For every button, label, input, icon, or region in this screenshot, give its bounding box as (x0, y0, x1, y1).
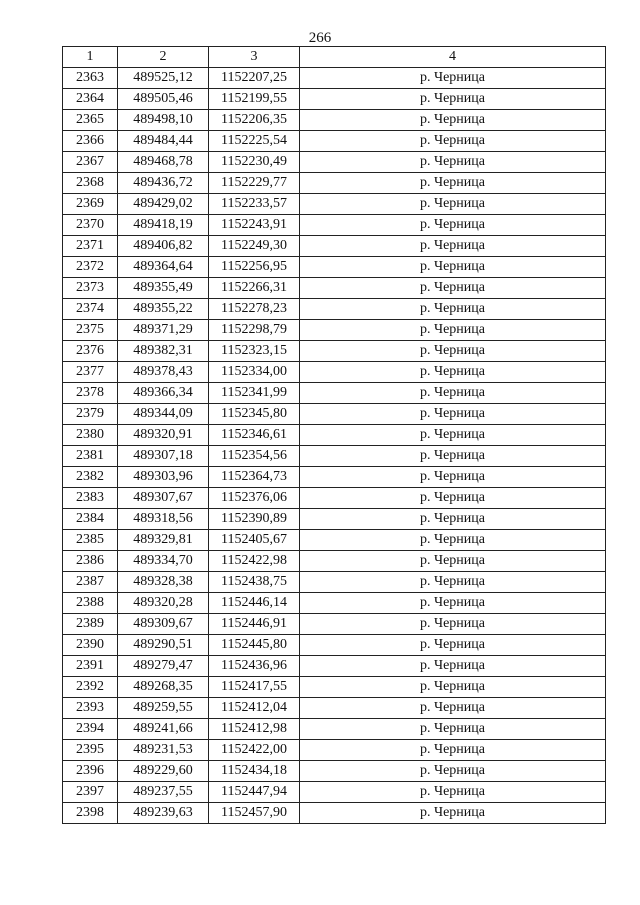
y-coordinate-cell: 1152438,75 (209, 572, 300, 593)
point-number-cell: 2369 (63, 194, 118, 215)
y-coordinate-cell: 1152446,14 (209, 593, 300, 614)
point-number-cell: 2396 (63, 761, 118, 782)
x-coordinate-cell: 489328,38 (118, 572, 209, 593)
point-number-cell: 2374 (63, 299, 118, 320)
point-number-cell: 2398 (63, 803, 118, 824)
description-cell: р. Черница (300, 467, 606, 488)
point-number-cell: 2364 (63, 89, 118, 110)
description-cell: р. Черница (300, 341, 606, 362)
description-cell: р. Черница (300, 761, 606, 782)
y-coordinate-cell: 1152364,73 (209, 467, 300, 488)
table-body (63, 68, 606, 824)
table-row (63, 383, 606, 404)
point-number-cell: 2370 (63, 215, 118, 236)
table-row (63, 467, 606, 488)
x-coordinate-cell: 489484,44 (118, 131, 209, 152)
description-cell: р. Черница (300, 698, 606, 719)
description-cell: р. Черница (300, 236, 606, 257)
y-coordinate-cell: 1152323,15 (209, 341, 300, 362)
table-row (63, 572, 606, 593)
x-coordinate-cell: 489334,70 (118, 551, 209, 572)
y-coordinate-cell: 1152298,79 (209, 320, 300, 341)
y-coordinate-cell: 1152390,89 (209, 509, 300, 530)
description-cell: р. Черница (300, 131, 606, 152)
description-cell: р. Черница (300, 719, 606, 740)
x-coordinate-cell: 489307,67 (118, 488, 209, 509)
x-coordinate-cell: 489268,35 (118, 677, 209, 698)
point-number-cell: 2363 (63, 68, 118, 89)
x-coordinate-cell: 489406,82 (118, 236, 209, 257)
point-number-cell: 2392 (63, 677, 118, 698)
x-coordinate-cell: 489355,49 (118, 278, 209, 299)
x-coordinate-cell: 489468,78 (118, 152, 209, 173)
table-row (63, 740, 606, 761)
description-cell: р. Черница (300, 614, 606, 635)
point-number-cell: 2390 (63, 635, 118, 656)
description-cell: р. Черница (300, 635, 606, 656)
point-number-cell: 2375 (63, 320, 118, 341)
table-row (63, 530, 606, 551)
point-number-cell: 2381 (63, 446, 118, 467)
x-coordinate-cell: 489239,63 (118, 803, 209, 824)
description-cell: р. Черница (300, 152, 606, 173)
point-number-cell: 2395 (63, 740, 118, 761)
point-number-cell: 2387 (63, 572, 118, 593)
point-number-cell: 2367 (63, 152, 118, 173)
x-coordinate-cell: 489329,81 (118, 530, 209, 551)
description-cell: р. Черница (300, 89, 606, 110)
point-number-cell: 2376 (63, 341, 118, 362)
table-row (63, 677, 606, 698)
x-coordinate-cell: 489237,55 (118, 782, 209, 803)
y-coordinate-cell: 1152230,49 (209, 152, 300, 173)
point-number-cell: 2385 (63, 530, 118, 551)
page-number: 266 (308, 30, 332, 46)
y-coordinate-cell: 1152266,31 (209, 278, 300, 299)
description-cell: р. Черница (300, 656, 606, 677)
x-coordinate-cell: 489366,34 (118, 383, 209, 404)
description-cell: р. Черница (300, 362, 606, 383)
y-coordinate-cell: 1152405,67 (209, 530, 300, 551)
description-cell: р. Черница (300, 173, 606, 194)
x-coordinate-cell: 489505,46 (118, 89, 209, 110)
description-cell: р. Черница (300, 572, 606, 593)
y-coordinate-cell: 1152233,57 (209, 194, 300, 215)
y-coordinate-cell: 1152249,30 (209, 236, 300, 257)
table-row (63, 257, 606, 278)
y-coordinate-cell: 1152278,23 (209, 299, 300, 320)
x-coordinate-cell: 489279,47 (118, 656, 209, 677)
y-coordinate-cell: 1152334,00 (209, 362, 300, 383)
coordinates-table (62, 46, 606, 824)
y-coordinate-cell: 1152256,95 (209, 257, 300, 278)
description-cell: р. Черница (300, 425, 606, 446)
description-cell: р. Черница (300, 593, 606, 614)
point-number-cell: 2382 (63, 467, 118, 488)
table-row (63, 635, 606, 656)
description-cell: р. Черница (300, 677, 606, 698)
y-coordinate-cell: 1152207,25 (209, 68, 300, 89)
y-coordinate-cell: 1152376,06 (209, 488, 300, 509)
table-row (63, 761, 606, 782)
x-coordinate-cell: 489309,67 (118, 614, 209, 635)
table-row (63, 68, 606, 89)
table-row (63, 656, 606, 677)
point-number-cell: 2373 (63, 278, 118, 299)
point-number-cell: 2386 (63, 551, 118, 572)
y-coordinate-cell: 1152447,94 (209, 782, 300, 803)
y-coordinate-cell: 1152422,98 (209, 551, 300, 572)
table-header-row (63, 47, 606, 68)
point-number-cell: 2393 (63, 698, 118, 719)
y-coordinate-cell: 1152345,80 (209, 404, 300, 425)
x-coordinate-cell: 489241,66 (118, 719, 209, 740)
point-number-cell: 2394 (63, 719, 118, 740)
x-coordinate-cell: 489320,91 (118, 425, 209, 446)
point-number-cell: 2365 (63, 110, 118, 131)
y-coordinate-cell: 1152446,91 (209, 614, 300, 635)
y-coordinate-cell: 1152422,00 (209, 740, 300, 761)
x-coordinate-cell: 489231,53 (118, 740, 209, 761)
point-number-cell: 2377 (63, 362, 118, 383)
table-row (63, 173, 606, 194)
x-coordinate-cell: 489498,10 (118, 110, 209, 131)
x-coordinate-cell: 489378,43 (118, 362, 209, 383)
description-cell: р. Черница (300, 68, 606, 89)
x-coordinate-cell: 489418,19 (118, 215, 209, 236)
y-coordinate-cell: 1152412,04 (209, 698, 300, 719)
y-coordinate-cell: 1152199,55 (209, 89, 300, 110)
table-row (63, 509, 606, 530)
y-coordinate-cell: 1152436,96 (209, 656, 300, 677)
table-row (63, 782, 606, 803)
table-row (63, 131, 606, 152)
y-coordinate-cell: 1152412,98 (209, 719, 300, 740)
description-cell: р. Черница (300, 404, 606, 425)
point-number-cell: 2372 (63, 257, 118, 278)
y-coordinate-cell: 1152445,80 (209, 635, 300, 656)
table-row (63, 278, 606, 299)
x-coordinate-cell: 489318,56 (118, 509, 209, 530)
y-coordinate-cell: 1152243,91 (209, 215, 300, 236)
point-number-cell: 2388 (63, 593, 118, 614)
table-row (63, 803, 606, 824)
description-cell: р. Черница (300, 257, 606, 278)
table-row (63, 488, 606, 509)
table-row (63, 215, 606, 236)
description-cell: р. Черница (300, 803, 606, 824)
table-row (63, 593, 606, 614)
table-row (63, 194, 606, 215)
description-cell: р. Черница (300, 551, 606, 572)
point-number-cell: 2379 (63, 404, 118, 425)
x-coordinate-cell: 489364,64 (118, 257, 209, 278)
point-number-cell: 2389 (63, 614, 118, 635)
y-coordinate-cell: 1152206,35 (209, 110, 300, 131)
x-coordinate-cell: 489229,60 (118, 761, 209, 782)
table-row (63, 614, 606, 635)
table-row (63, 152, 606, 173)
description-cell: р. Черница (300, 782, 606, 803)
point-number-cell: 2397 (63, 782, 118, 803)
y-coordinate-cell: 1152229,77 (209, 173, 300, 194)
x-coordinate-cell: 489355,22 (118, 299, 209, 320)
point-number-cell: 2368 (63, 173, 118, 194)
table-row (63, 320, 606, 341)
y-coordinate-cell: 1152225,54 (209, 131, 300, 152)
description-cell: р. Черница (300, 215, 606, 236)
table-row (63, 719, 606, 740)
table-row (63, 299, 606, 320)
y-coordinate-cell: 1152417,55 (209, 677, 300, 698)
table-row (63, 341, 606, 362)
x-coordinate-cell: 489382,31 (118, 341, 209, 362)
description-cell: р. Черница (300, 299, 606, 320)
table-row (63, 425, 606, 446)
x-coordinate-cell: 489344,09 (118, 404, 209, 425)
y-coordinate-cell: 1152346,61 (209, 425, 300, 446)
column-header: 4 (300, 47, 606, 68)
x-coordinate-cell: 489303,96 (118, 467, 209, 488)
point-number-cell: 2378 (63, 383, 118, 404)
x-coordinate-cell: 489436,72 (118, 173, 209, 194)
table-row (63, 446, 606, 467)
column-header: 1 (63, 47, 118, 68)
description-cell: р. Черница (300, 278, 606, 299)
table-row (63, 404, 606, 425)
description-cell: р. Черница (300, 110, 606, 131)
description-cell: р. Черница (300, 320, 606, 341)
y-coordinate-cell: 1152434,18 (209, 761, 300, 782)
table-row (63, 110, 606, 131)
table-row (63, 89, 606, 110)
column-header: 2 (118, 47, 209, 68)
x-coordinate-cell: 489320,28 (118, 593, 209, 614)
point-number-cell: 2384 (63, 509, 118, 530)
description-cell: р. Черница (300, 383, 606, 404)
point-number-cell: 2371 (63, 236, 118, 257)
x-coordinate-cell: 489259,55 (118, 698, 209, 719)
table-row (63, 236, 606, 257)
x-coordinate-cell: 489290,51 (118, 635, 209, 656)
point-number-cell: 2391 (63, 656, 118, 677)
x-coordinate-cell: 489371,29 (118, 320, 209, 341)
table-row (63, 551, 606, 572)
table-row (63, 698, 606, 719)
description-cell: р. Черница (300, 446, 606, 467)
description-cell: р. Черница (300, 488, 606, 509)
point-number-cell: 2383 (63, 488, 118, 509)
x-coordinate-cell: 489307,18 (118, 446, 209, 467)
y-coordinate-cell: 1152341,99 (209, 383, 300, 404)
description-cell: р. Черница (300, 194, 606, 215)
column-header: 3 (209, 47, 300, 68)
description-cell: р. Черница (300, 530, 606, 551)
description-cell: р. Черница (300, 740, 606, 761)
y-coordinate-cell: 1152457,90 (209, 803, 300, 824)
x-coordinate-cell: 489429,02 (118, 194, 209, 215)
table-row (63, 362, 606, 383)
point-number-cell: 2366 (63, 131, 118, 152)
description-cell: р. Черница (300, 509, 606, 530)
x-coordinate-cell: 489525,12 (118, 68, 209, 89)
y-coordinate-cell: 1152354,56 (209, 446, 300, 467)
point-number-cell: 2380 (63, 425, 118, 446)
